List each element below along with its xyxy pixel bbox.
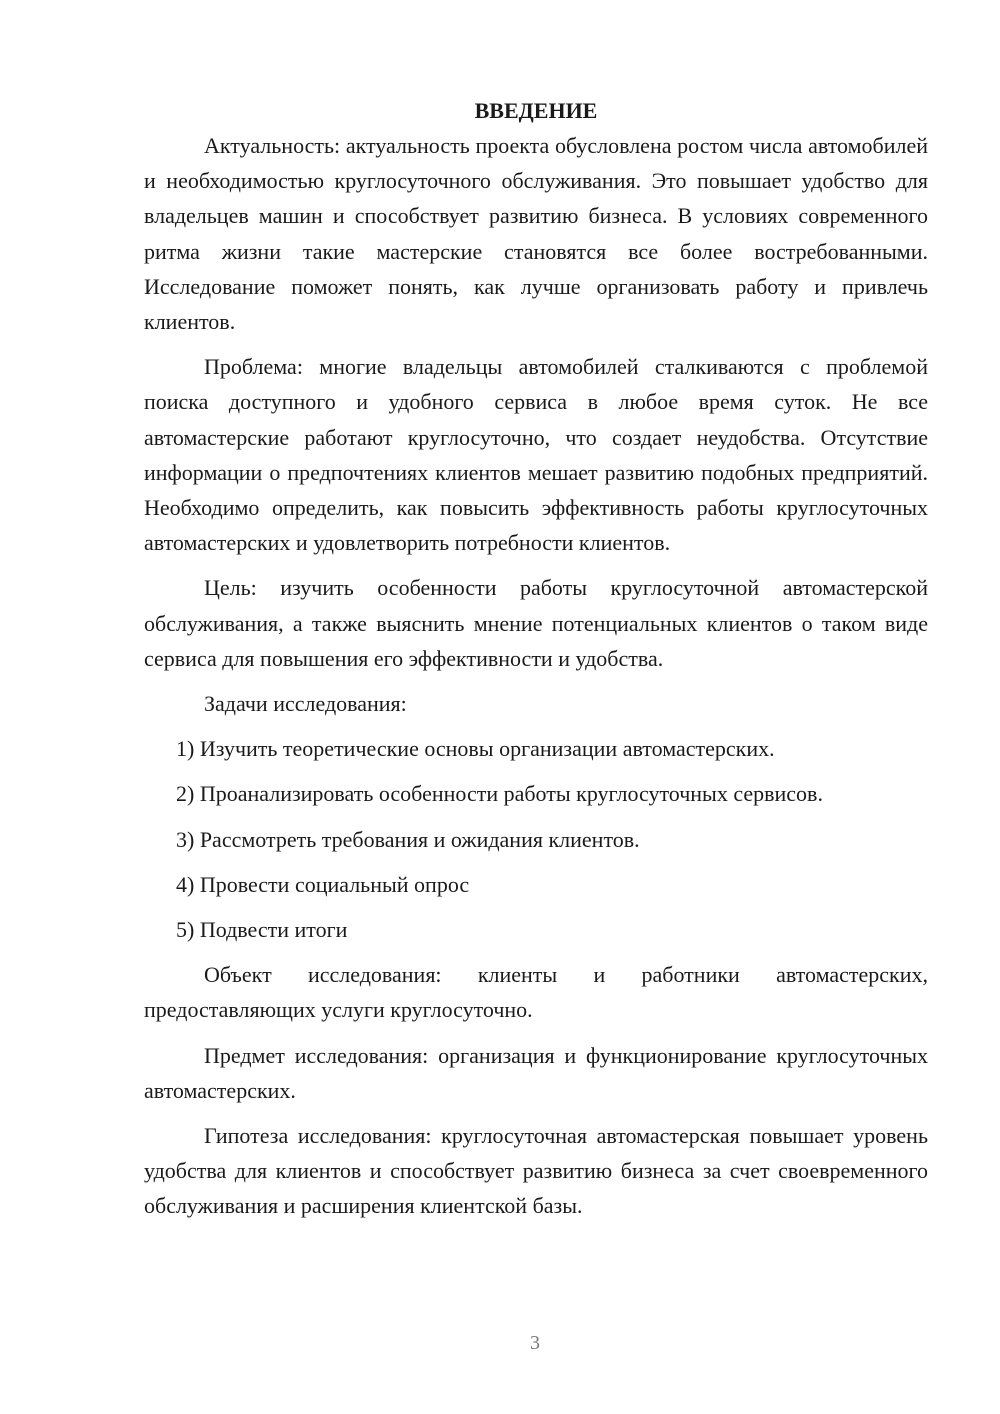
document-body [144,96,928,1234]
problem-paragraph: Проблема: многие владельцы автомобилей сталкиваются с проблемой поиска доступного и удобного сервиса в любое время суток. Не все автомастерские работают круглосуточно, что создает неудобства. Отсутствие информации о предпочтениях клиентов мешает развитию подобных предприятий. Необходимо определить, как повысить эффективность работы круглосуточных автомастерских и удовлетворить потребности клиентов. [144,354,928,556]
subject-paragraph: Предмет исследования: организация и функционирование круглосуточных автомастерских. [144,1042,928,1103]
goal-paragraph: Цель: изучить особенности работы круглосуточной автомастерской обслуживания, а также выяснить мнение потенциальных клиентов о таком виде сервиса для повышения его эффективности и удобства. [144,575,928,671]
page-number: 3 [530,1332,540,1354]
hypothesis-paragraph: Гипотеза исследования: круглосуточная автомастерская повышает уровень удобства для клиентов и способствует развитию бизнеса за счет своевременного обслуживания и расширения клиентской базы. [144,1123,928,1219]
relevance-paragraph: Актуальность: актуальность проекта обусловлена ростом числа автомобилей и необходимостью круглосуточного обслуживания. Это повышает удобство для владельцев машин и способствует развитию бизнеса. В условиях современного ритма жизни такие мастерские становятся все более востребованными. Исследование поможет понять, как лучше организовать работу и привлечь клиентов. [144,133,928,335]
object-paragraph: Объект исследования: клиенты и работники автомастерских, предоставляющих услуги круглосуточно. [144,962,928,1023]
task-item: 1) Изучить теоретические основы организации автомастерских. [176,736,775,762]
task-item: 3) Рассмотреть требования и ожидания клиентов. [176,826,640,852]
tasks-heading: Задачи исследования: [204,691,407,717]
task-item: 4) Провести социальный опрос [176,871,470,897]
task-item: 2) Проанализировать особенности работы круглосуточных сервисов. [176,781,823,807]
page-title: ВВЕДЕНИЕ [474,98,598,123]
task-item: 5) Подвести итоги [176,917,348,943]
